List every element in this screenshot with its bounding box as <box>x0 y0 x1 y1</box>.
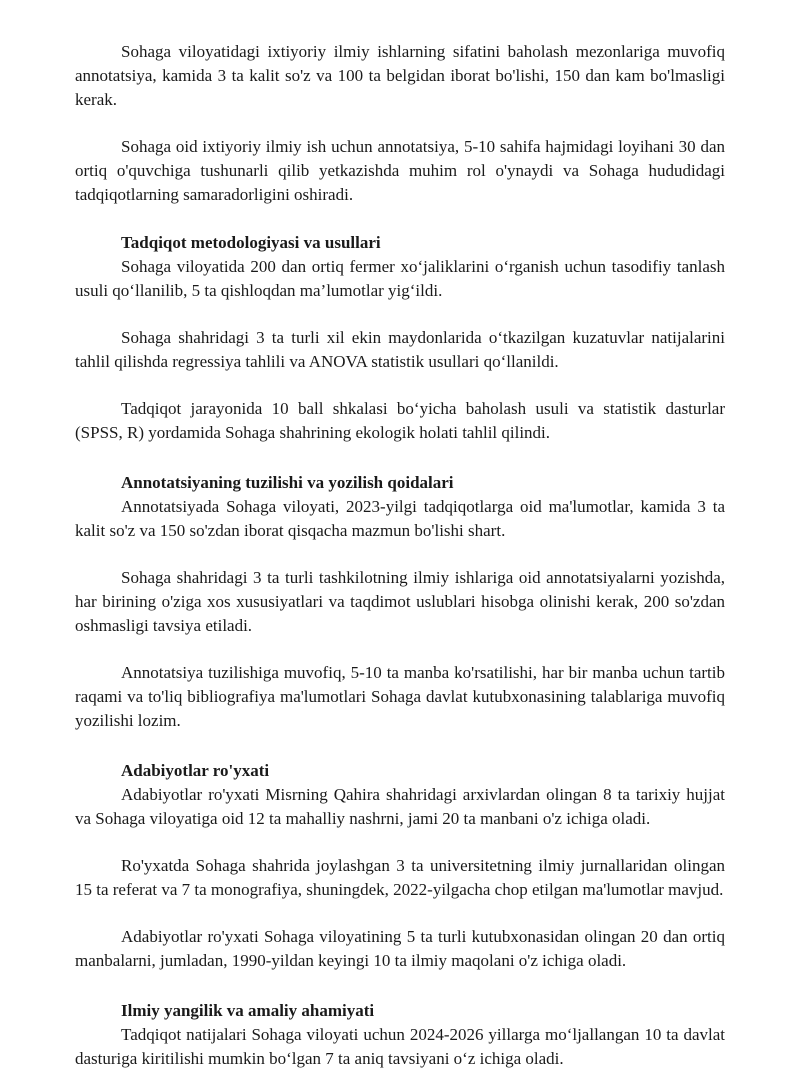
methodology-paragraph-3: Tadqiqot jarayonida 10 ball shkalasi bo‘yicha baholash usuli va statistik dasturlar (SPSS, R) yordamida Sohaga shahrining ekologik holati tahlil qilindi. <box>75 399 725 442</box>
methodology-paragraph-2: Sohaga shahridagi 3 ta turli xil ekin maydonlarida o‘tkazilgan kuzatuvlar natijalarini tahlil qilishda regressiya tahlili va ANOVA statistik usullari qo‘llanildi. <box>75 328 725 371</box>
bibliography-paragraph-3: Adabiyotlar ro'yxati Sohaga viloyatining 5 ta turli kutubxonasidan olingan 20 dan ortiq manbalarni, jumladan, 1990-yildan keyingi 10 ta ilmiy maqolani o'z ichiga oladi. <box>75 927 725 970</box>
novelty-paragraph-1: Tadqiqot natijalari Sohaga viloyati uchun 2024-2026 yillarga mo‘ljallangan 10 ta davlat dasturiga kiritilishi mumkin bo‘lgan 7 ta aniq tavsiyani o‘z ichiga oladi. <box>75 1025 725 1068</box>
document-page <box>75 40 725 1071</box>
section-heading-annotation-structure: Annotatsiyaning tuzilishi va yozilish qoidalari <box>121 473 454 492</box>
section-heading-novelty: Ilmiy yangilik va amaliy ahamiyati <box>121 1001 375 1020</box>
section-heading-bibliography: Adabiyotlar ro'yxati <box>121 761 270 780</box>
methodology-paragraph-1: Sohaga viloyatida 200 dan ortiq fermer xo‘jaliklarini o‘rganish uchun tasodifiy tanlash usuli qo‘llanilib, 5 ta qishloqdan ma’lumotlar yig‘ildi. <box>75 257 725 300</box>
bibliography-paragraph-1: Adabiyotlar ro'yxati Misrning Qahira shahridagi arxivlardan olingan 8 ta tarixiy hujjat va Sohaga viloyatiga oid 12 ta mahalliy nashrni, jami 20 ta manbani o'z ichiga oladi. <box>75 785 725 828</box>
section-heading-methodology: Tadqiqot metodologiyasi va usullari <box>121 233 381 252</box>
annotation-paragraph-1: Annotatsiyada Sohaga viloyati, 2023-yilgi tadqiqotlarga oid ma'lumotlar, kamida 3 ta kalit so'z va 150 so'zdan iborat qisqacha mazmun bo'lishi shart. <box>75 497 725 540</box>
bibliography-paragraph-2: Ro'yxatda Sohaga shahrida joylashgan 3 ta universitetning ilmiy jurnallaridan olingan 15 ta referat va 7 ta monografiya, shuningdek, 2022-yilgacha chop etilgan ma'lumotlar mavjud. <box>75 856 725 899</box>
intro-paragraph-2: Sohaga oid ixtiyoriy ilmiy ish uchun annotatsiya, 5-10 sahifa hajmidagi loyihani 30 dan ortiq o'quvchiga tushunarli qilib yetkazishda muhim rol o'ynaydi va Sohaga hududidagi tadqiqotlarning samaradorligini oshiradi. <box>75 137 725 204</box>
intro-paragraph-1: Sohaga viloyatidagi ixtiyoriy ilmiy ishlarning sifatini baholash mezonlariga muvofiq annotatsiya, kamida 3 ta kalit so'z va 100 ta belgidan iborat bo'lishi, 150 dan kam bo'lmasligi kerak. <box>75 42 725 109</box>
annotation-paragraph-2: Sohaga shahridagi 3 ta turli tashkilotning ilmiy ishlariga oid annotatsiyalarni yozishda, har birining o'ziga xos xususiyatlari va taqdimot uslublari hisobga olinishi kerak, 200 so'zdan oshmasligi tavsiya etiladi. <box>75 568 725 635</box>
annotation-paragraph-3: Annotatsiya tuzilishiga muvofiq, 5-10 ta manba ko'rsatilishi, har bir manba uchun tartib raqami va to'liq bibliografiya ma'lumotlari Sohaga davlat kutubxonasining talablariga muvofiq yozilishi lozim. <box>75 663 725 730</box>
